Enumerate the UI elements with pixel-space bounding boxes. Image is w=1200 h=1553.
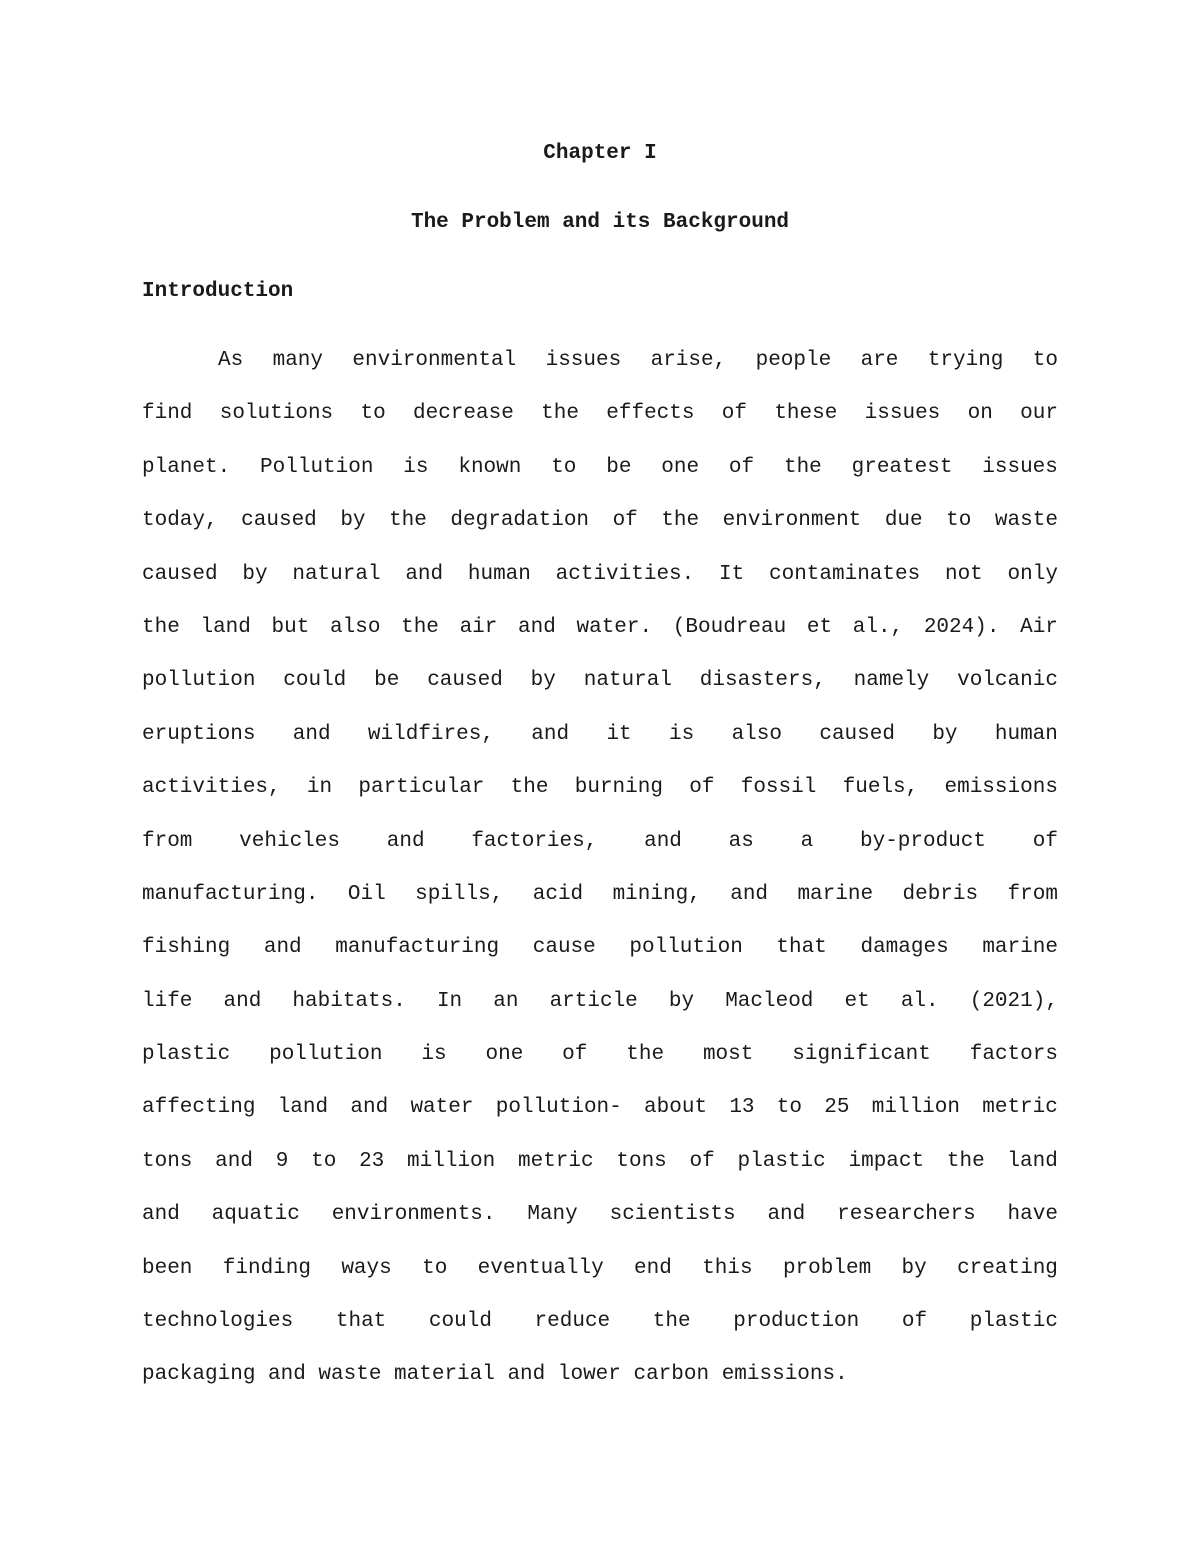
word: production: [733, 1310, 860, 1334]
word: eruptions: [142, 722, 256, 746]
word: 9: [275, 1149, 289, 1173]
word: the: [401, 615, 439, 639]
word: of: [1032, 829, 1058, 853]
word: burning: [574, 776, 663, 800]
word: decrease: [413, 402, 514, 426]
word: to: [360, 402, 386, 426]
word: could: [283, 669, 347, 693]
word: have: [1007, 1203, 1058, 1227]
word: to: [551, 455, 577, 479]
word: As: [218, 349, 244, 372]
word: metric: [518, 1149, 594, 1173]
word: land: [1007, 1149, 1058, 1173]
paragraph-line: [142, 1147, 1058, 1200]
word: only: [1007, 562, 1058, 586]
word: as: [728, 829, 754, 853]
word: caused: [819, 722, 895, 746]
word: aquatic: [211, 1203, 300, 1227]
word: people: [755, 349, 832, 372]
paragraph-line-last: packaging and waste material and lower carbon emissions.: [142, 1363, 848, 1387]
paragraph-line: [142, 933, 1058, 986]
word: by: [932, 722, 958, 746]
word: to: [1032, 349, 1058, 372]
word: Oil: [347, 882, 386, 906]
word: degradation: [450, 509, 590, 533]
word: these: [774, 402, 838, 426]
word: human: [994, 722, 1058, 746]
word: to: [422, 1256, 448, 1280]
paragraph-line: [142, 560, 1058, 613]
word: air: [459, 615, 498, 639]
word: by: [340, 509, 366, 533]
word: this: [702, 1256, 753, 1280]
word: tons: [616, 1149, 667, 1173]
word: debris: [902, 882, 979, 906]
word: the: [652, 1310, 691, 1334]
word: Macleod: [725, 989, 814, 1013]
word: by: [668, 989, 695, 1013]
word: marine: [982, 936, 1058, 960]
word: life: [142, 989, 193, 1013]
word: the: [946, 1149, 985, 1173]
paragraph-line: [142, 613, 1058, 666]
word: volcanic: [957, 669, 1058, 693]
word: caused: [241, 509, 317, 533]
word: is: [403, 455, 429, 479]
word: are: [860, 349, 899, 372]
word: natural: [292, 562, 381, 586]
word: to: [946, 509, 972, 533]
word: and: [215, 1149, 253, 1173]
word: mining,: [612, 882, 701, 906]
word: waste: [994, 509, 1058, 533]
word: issues: [982, 455, 1058, 479]
word: been: [142, 1256, 193, 1280]
word: vehicles: [239, 829, 340, 853]
word: Pollution: [260, 455, 374, 479]
word: the: [389, 509, 427, 533]
word: creating: [957, 1256, 1058, 1280]
word: of: [901, 1310, 928, 1334]
word: also: [330, 615, 381, 639]
word: Many: [527, 1203, 578, 1227]
word: pollution: [269, 1043, 383, 1067]
word: trying: [927, 349, 1004, 372]
paragraph-line: [142, 1093, 1058, 1146]
word: caused: [142, 562, 218, 586]
word: million: [871, 1096, 960, 1120]
word: pollution: [629, 936, 743, 960]
word: activities,: [142, 776, 281, 800]
word: reduce: [534, 1310, 611, 1334]
word: factories,: [471, 829, 598, 853]
word: is: [421, 1043, 447, 1067]
word: tons: [142, 1149, 193, 1173]
word: eventually: [477, 1256, 604, 1280]
word: article: [549, 989, 638, 1013]
word: today,: [142, 509, 218, 533]
word: 25: [824, 1096, 850, 1120]
paragraph-line: [142, 1040, 1058, 1093]
word: plastic: [969, 1310, 1058, 1334]
word: of: [721, 402, 748, 426]
word: In: [436, 989, 463, 1013]
word: al.: [900, 989, 939, 1013]
word: that: [776, 936, 827, 960]
word: (Boudreau: [672, 615, 787, 639]
word: and: [223, 989, 262, 1013]
word: particular: [358, 776, 485, 800]
word: most: [702, 1043, 754, 1067]
paragraph-line: [142, 1200, 1058, 1253]
word: fuels,: [842, 776, 919, 800]
word: environments.: [331, 1203, 496, 1227]
word: and: [386, 829, 425, 853]
word: manufacturing: [335, 936, 500, 960]
word: metric: [982, 1096, 1058, 1120]
word: habitats.: [292, 989, 406, 1013]
word: pollution-: [495, 1096, 622, 1120]
word: be: [606, 455, 632, 479]
word: arise,: [650, 349, 727, 372]
word: disasters,: [699, 669, 826, 693]
word: effects: [606, 402, 695, 426]
paragraph-line: [142, 720, 1058, 773]
word: issues: [864, 402, 941, 426]
paragraph-line: [142, 1254, 1058, 1307]
word: about: [644, 1096, 708, 1120]
word: al.,: [852, 615, 904, 639]
word: from: [1007, 882, 1058, 906]
word: million: [407, 1149, 496, 1173]
word: contaminates: [768, 562, 921, 586]
word: one: [661, 455, 700, 479]
word: natural: [583, 669, 672, 693]
word: water.: [576, 615, 653, 639]
paragraph-line: [142, 506, 1058, 559]
word: planet.: [142, 455, 231, 479]
word: it: [606, 722, 632, 746]
paragraph-line: [142, 880, 1058, 933]
word: fossil: [740, 776, 817, 800]
word: and: [730, 882, 769, 906]
word: but: [271, 615, 310, 639]
section-heading: Introduction: [142, 280, 294, 303]
word: be: [374, 669, 400, 693]
word: land: [200, 615, 251, 639]
word: of: [612, 509, 638, 533]
word: wildfires,: [367, 722, 494, 746]
word: Air: [1020, 615, 1058, 639]
word: It: [719, 562, 745, 586]
word: in: [306, 776, 333, 800]
word: and: [350, 1096, 389, 1120]
word: researchers: [837, 1203, 976, 1227]
word: one: [485, 1043, 524, 1067]
word: by: [242, 562, 268, 586]
word: by: [530, 669, 556, 693]
word: spills,: [415, 882, 504, 906]
word: emissions: [944, 776, 1058, 800]
word: 23: [359, 1149, 385, 1173]
paragraph-line: [142, 773, 1058, 826]
word: damages: [860, 936, 949, 960]
paragraph-line: [142, 453, 1058, 506]
word: the: [661, 509, 700, 533]
word: and: [531, 722, 570, 746]
word: caused: [427, 669, 503, 693]
word: could: [428, 1310, 492, 1334]
word: end: [634, 1256, 672, 1280]
word: our: [1020, 402, 1058, 426]
word: marine: [797, 882, 874, 906]
word: human: [467, 562, 531, 586]
word: due: [884, 509, 923, 533]
word: by: [901, 1256, 927, 1280]
paragraph-line: [142, 827, 1058, 880]
word: an: [493, 989, 519, 1013]
word: problem: [782, 1256, 872, 1280]
word: and: [644, 829, 682, 853]
chapter-title: Chapter I: [543, 142, 657, 165]
paragraph-line: [142, 1307, 1058, 1360]
word: on: [967, 402, 993, 426]
word: the: [783, 455, 822, 479]
word: et: [806, 615, 833, 639]
word: technologies: [142, 1310, 294, 1334]
word: environment: [722, 509, 862, 533]
word: from: [142, 829, 193, 853]
word: environmental: [352, 349, 517, 372]
word: and: [263, 936, 302, 960]
word: acid: [532, 882, 584, 906]
word: land: [277, 1096, 329, 1120]
chapter-subtitle: The Problem and its Background: [410, 211, 790, 234]
word: of: [689, 776, 715, 800]
word: to: [311, 1149, 337, 1173]
word: greatest: [851, 455, 953, 479]
word: manufacturing.: [142, 882, 319, 906]
word: of: [728, 455, 755, 479]
word: not: [944, 562, 983, 586]
word: the: [510, 776, 549, 800]
word: and: [767, 1203, 806, 1227]
word: fishing: [142, 936, 231, 960]
word: the: [142, 615, 180, 639]
word: 2024).: [923, 615, 1000, 639]
word: finding: [222, 1256, 311, 1280]
word: (2021),: [969, 989, 1058, 1013]
word: the: [626, 1043, 665, 1067]
word: that: [335, 1310, 387, 1334]
paragraph-line: [142, 666, 1058, 719]
word: of: [562, 1043, 588, 1067]
word: pollution: [142, 669, 256, 693]
word: scientists: [609, 1203, 736, 1227]
word: 13: [729, 1096, 755, 1120]
word: also: [731, 722, 782, 746]
word: is: [669, 722, 695, 746]
word: plastic: [737, 1149, 826, 1173]
word: many: [272, 349, 324, 372]
word: and: [292, 722, 331, 746]
word: affecting: [142, 1096, 256, 1120]
word: ways: [341, 1256, 392, 1280]
word: water: [410, 1096, 474, 1120]
word: namely: [853, 669, 930, 693]
word: impact: [848, 1149, 925, 1173]
word: significant: [792, 1043, 931, 1067]
word: find: [142, 402, 193, 426]
paragraph-line: [142, 399, 1058, 452]
word: by-product: [859, 829, 987, 853]
word: plastic: [142, 1043, 231, 1067]
word: to: [776, 1096, 803, 1120]
word: the: [541, 402, 579, 426]
word: of: [689, 1149, 715, 1173]
word: a: [800, 829, 814, 853]
word: and: [405, 562, 444, 586]
word: et: [844, 989, 870, 1013]
word: and: [518, 615, 556, 639]
word: cause: [532, 936, 596, 960]
introduction-paragraph: [142, 346, 1058, 1414]
word: known: [458, 455, 522, 479]
paragraph-line: [142, 346, 1058, 399]
word: and: [142, 1203, 180, 1227]
paragraph-line: [142, 987, 1058, 1040]
word: solutions: [219, 402, 334, 426]
word: issues: [545, 349, 622, 372]
word: activities.: [555, 562, 695, 586]
word: factors: [969, 1043, 1058, 1067]
